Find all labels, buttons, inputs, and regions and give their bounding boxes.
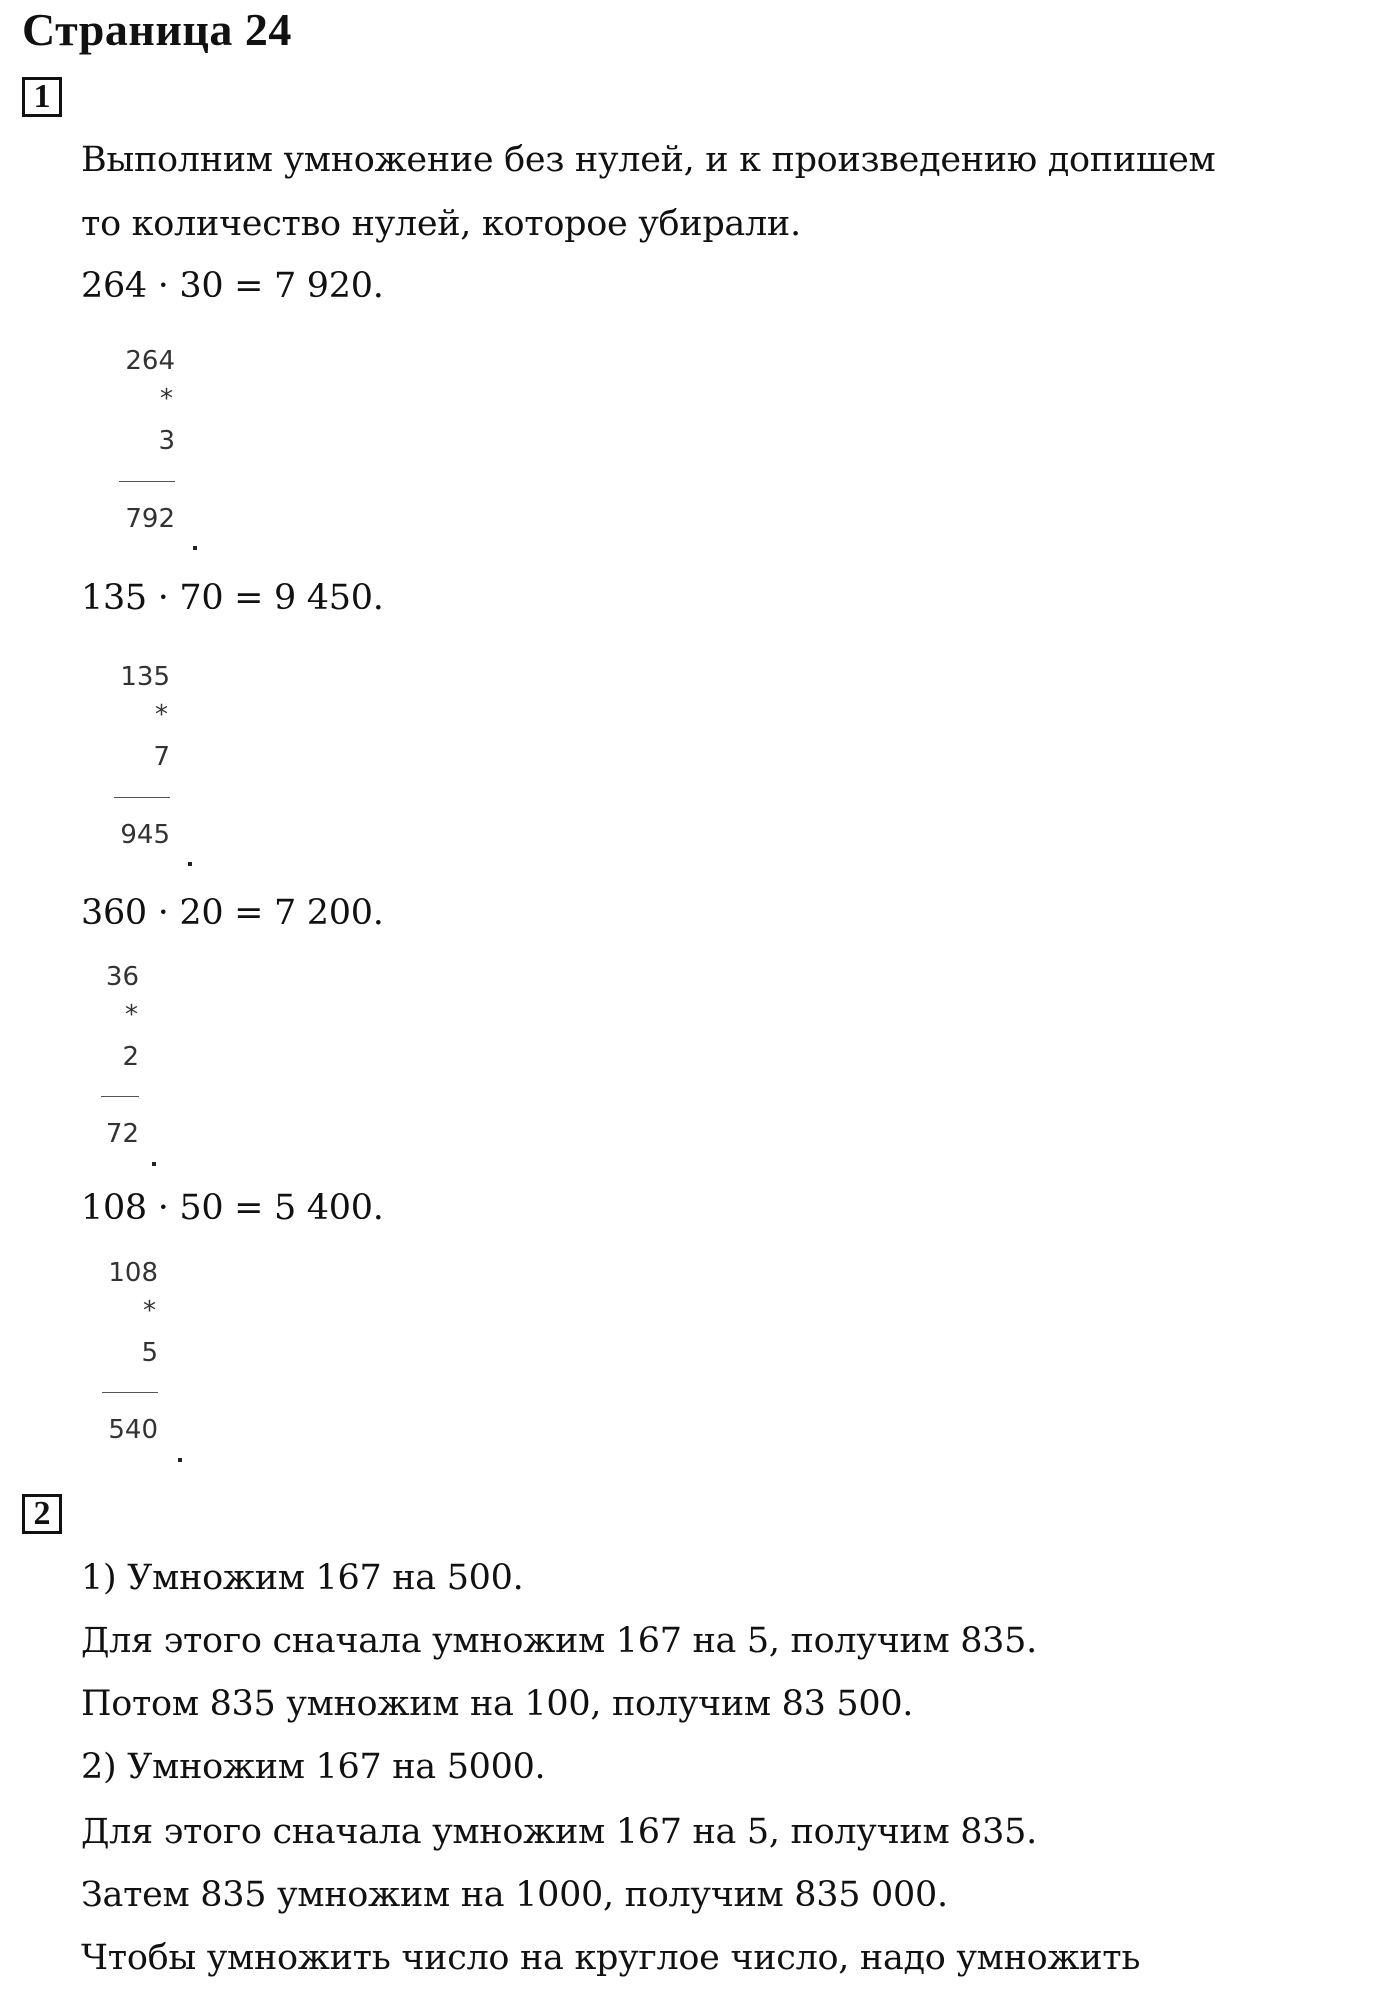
result-line bbox=[101, 1096, 139, 1097]
result-line bbox=[114, 797, 170, 798]
period bbox=[178, 1458, 182, 1462]
task1-intro-line: Выполним умножение без нулей, и к произведению допишем bbox=[81, 140, 1216, 180]
product: 540 bbox=[108, 1415, 158, 1445]
equation: 108 · 50 = 5 400. bbox=[81, 1188, 384, 1228]
factor-2: 3 bbox=[158, 426, 175, 456]
task-number-box: 1 bbox=[22, 77, 62, 117]
factor-1: 36 bbox=[105, 962, 139, 992]
factor-1: 108 bbox=[108, 1258, 158, 1288]
period bbox=[188, 862, 192, 866]
task2-line: Для этого сначала умножим 167 на 5, получим 835. bbox=[81, 1621, 1037, 1661]
task2-line: Затем 835 умножим на 1000, получим 835 000. bbox=[81, 1875, 948, 1915]
result-line bbox=[119, 481, 175, 482]
equation: 360 · 20 = 7 200. bbox=[81, 893, 384, 933]
equation: 264 · 30 = 7 920. bbox=[81, 266, 384, 306]
task-number-box: 2 bbox=[22, 1494, 62, 1534]
period bbox=[152, 1162, 156, 1166]
product: 72 bbox=[105, 1119, 139, 1149]
multiply-sign: * bbox=[143, 1296, 156, 1326]
task2-line: 1) Умножим 167 на 500. bbox=[81, 1558, 524, 1598]
task2-line: Потом 835 умножим на 100, получим 83 500. bbox=[81, 1684, 914, 1724]
equation: 135 · 70 = 9 450. bbox=[81, 578, 384, 618]
factor-1: 135 bbox=[120, 662, 170, 692]
multiply-sign: * bbox=[160, 384, 173, 414]
factor-2: 7 bbox=[153, 742, 170, 772]
product: 945 bbox=[120, 820, 170, 850]
task2-line: Чтобы умножить число на круглое число, надо умножить bbox=[81, 1938, 1141, 1978]
period bbox=[193, 546, 197, 550]
task1-intro-line: то количество нулей, которое убирали. bbox=[81, 204, 801, 244]
page-title: Страница 24 bbox=[22, 4, 292, 55]
multiply-sign: * bbox=[125, 1000, 138, 1030]
factor-2: 2 bbox=[122, 1042, 139, 1072]
factor-1: 264 bbox=[125, 346, 175, 376]
task2-line: Для этого сначала умножим 167 на 5, получим 835. bbox=[81, 1812, 1037, 1852]
task2-line: 2) Умножим 167 на 5000. bbox=[81, 1747, 546, 1787]
result-line bbox=[102, 1392, 158, 1393]
factor-2: 5 bbox=[141, 1338, 158, 1368]
multiply-sign: * bbox=[155, 700, 168, 730]
product: 792 bbox=[125, 504, 175, 534]
